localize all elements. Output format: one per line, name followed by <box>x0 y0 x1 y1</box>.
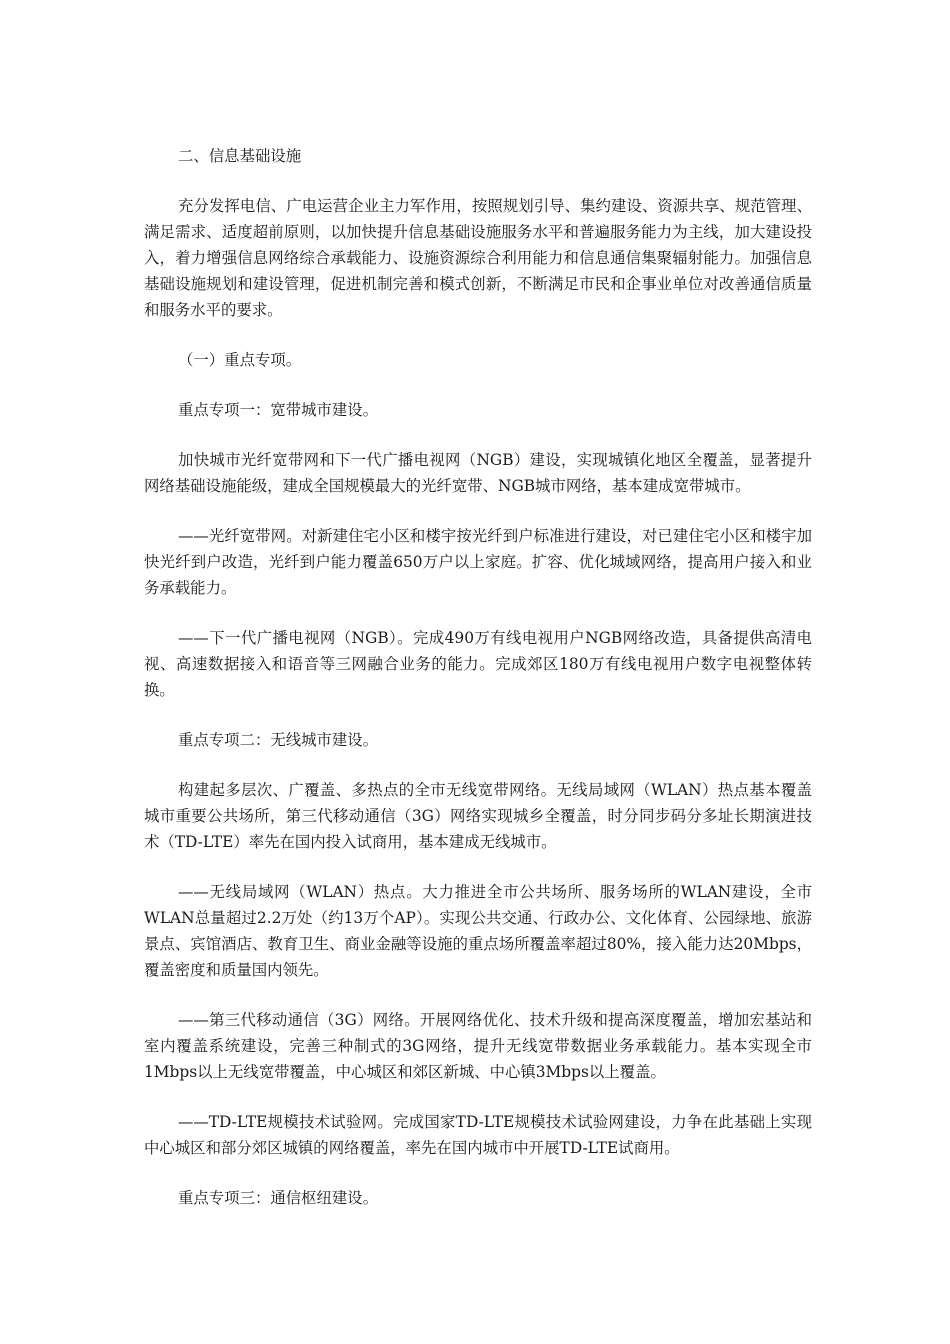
project-heading: 重点专项三：通信枢纽建设。 <box>178 1189 379 1207</box>
project-heading: 重点专项二：无线城市建设。 <box>178 731 379 749</box>
document-page <box>144 143 812 1235</box>
body-paragraph: 充分发挥电信、广电运营企业主力军作用，按照规划引导、集约建设、资源共享、规范管理、满足需求、适度超前原则，以加快提升信息基础设施服务水平和普遍服务能力为主线，加大建设投入，着力增强信息网络综合承载能力、设施资源综合利用能力和信息通信集聚辐射能力。加强信息基础设施规划和建设管理，促进机制完善和模式创新，不断满足市民和企事业单位对改善通信质量和服务水平的要求。 <box>144 197 812 319</box>
list-item: ——光纤宽带网。对新建住宅小区和楼宇按光纤到户标准进行建设，对已建住宅小区和楼宇加快光纤到户改造，光纤到户能力覆盖650万户以上家庭。扩容、优化城域网络，提高用户接入和业务承载能力。 <box>144 527 812 597</box>
subsection-heading: （一）重点专项。 <box>178 351 302 369</box>
list-item: ——无线局域网（WLAN）热点。大力推进全市公共场所、服务场所的WLAN建设，全市WLAN总量超过2.2万处（约13万个AP）。实现公共交通、行政办公、文化体育、公园绿地、旅游景点、宾馆酒店、教育卫生、商业金融等设施的重点场所覆盖率超过80%，接入能力达20Mbps，覆盖密度和质量国内领先。 <box>144 883 812 979</box>
list-item: ——TD-LTE规模技术试验网。完成国家TD-LTE规模技术试验网建设，力争在此基础上实现中心城区和部分郊区城镇的网络覆盖，率先在国内城市中开展TD-LTE试商用。 <box>144 1113 812 1157</box>
project-heading: 重点专项一：宽带城市建设。 <box>178 401 379 419</box>
list-item: ——下一代广播电视网（NGB）。完成490万有线电视用户NGB网络改造，具备提供高清电视、高速数据接入和语音等三网融合业务的能力。完成郊区180万有线电视用户数字电视整体转换。 <box>144 629 812 699</box>
section-heading: 二、信息基础设施 <box>178 147 302 165</box>
body-paragraph: 构建起多层次、广覆盖、多热点的全市无线宽带网络。无线局域网（WLAN）热点基本覆盖城市重要公共场所，第三代移动通信（3G）网络实现城乡全覆盖，时分同步码分多址长期演进技术（TD-LTE）率先在国内投入试商用，基本建成无线城市。 <box>144 781 812 851</box>
body-paragraph: 加快城市光纤宽带网和下一代广播电视网（NGB）建设，实现城镇化地区全覆盖，显著提升网络基础设施能级，建成全国规模最大的光纤宽带、NGB城市网络，基本建成宽带城市。 <box>144 451 812 495</box>
list-item: ——第三代移动通信（3G）网络。开展网络优化、技术升级和提高深度覆盖，增加宏基站和室内覆盖系统建设，完善三种制式的3G网络，提升无线宽带数据业务承载能力。基本实现全市1Mbps以上无线宽带覆盖，中心城区和郊区新城、中心镇3Mbps以上覆盖。 <box>144 1011 812 1081</box>
